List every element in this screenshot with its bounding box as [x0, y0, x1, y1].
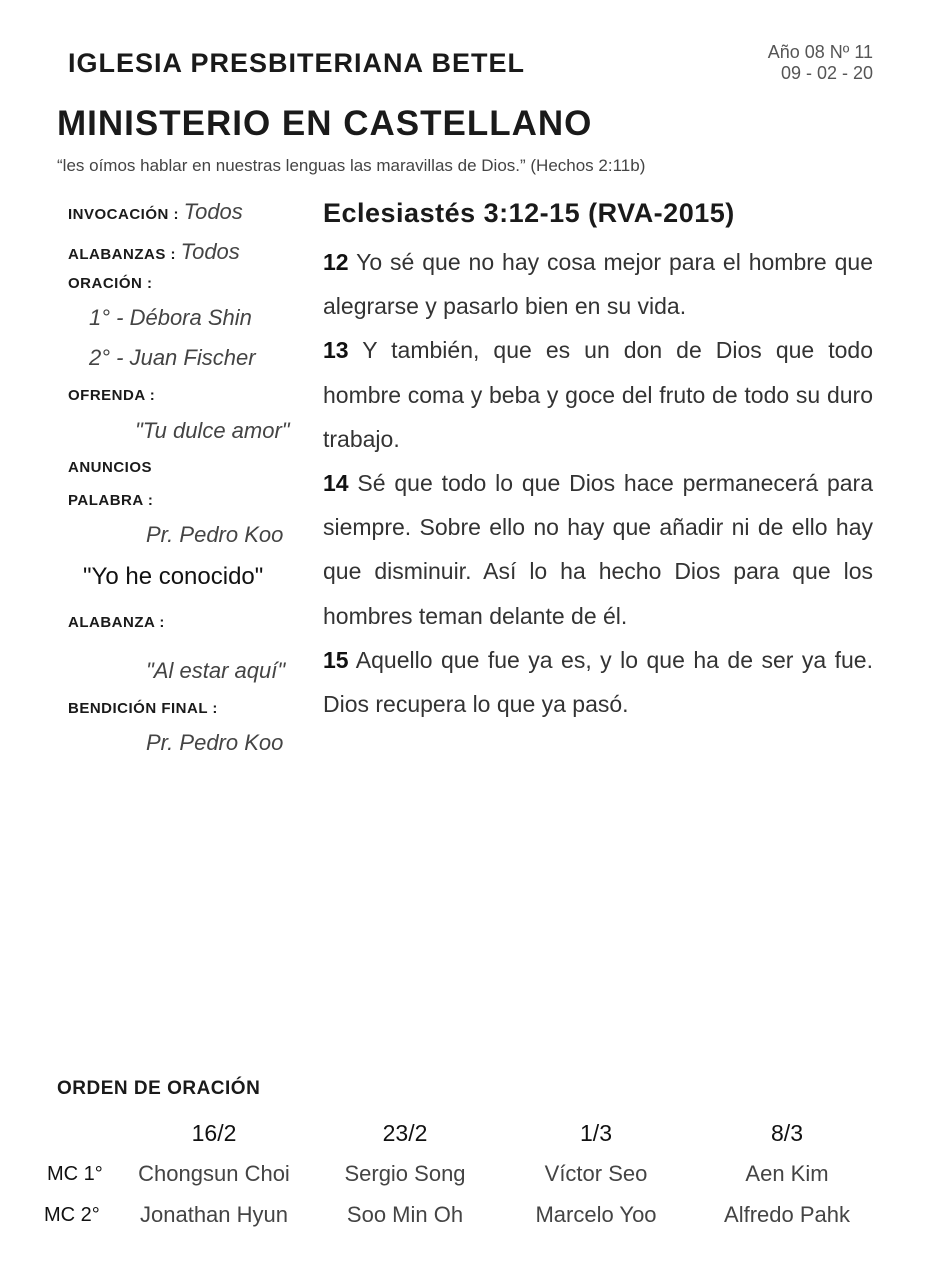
- alabanzas-label: ALABANZAS :: [68, 246, 176, 263]
- verse-number: 13: [323, 337, 349, 364]
- bendicion-value: Pr. Pedro Koo: [146, 730, 284, 755]
- sermon-title: "Yo he conocido": [83, 563, 264, 590]
- prayer-order-title: ORDEN DE ORACIÓN: [57, 1078, 261, 1099]
- oracion-first: 1° - Débora Shin: [89, 305, 252, 330]
- prayer-name: Chongsun Choi: [138, 1161, 290, 1186]
- verse-number: 15: [323, 646, 349, 673]
- passage-text: [323, 240, 873, 726]
- alabanzas-value: Todos: [180, 239, 240, 264]
- prayer-name: Víctor Seo: [544, 1161, 648, 1186]
- mc1-label: MC 1°: [47, 1163, 103, 1185]
- alabanza-label: ALABANZA :: [68, 614, 165, 631]
- palabra-label: PALABRA :: [68, 492, 154, 509]
- issue-info: [768, 42, 873, 84]
- verse-number: 12: [323, 249, 349, 275]
- verse-number: 14: [323, 470, 349, 497]
- ministry-title: MINISTERIO EN CASTELLANO: [57, 104, 593, 143]
- verse-text: Yo sé que no hay cosa mejor para el hombre que alegrarse y pasarlo bien en su vida.: [323, 249, 873, 320]
- motto-quote: “les oímos hablar en nuestras lenguas las maravillas de Dios.” (Hechos 2:11b): [57, 156, 646, 175]
- invocacion-value: Todos: [183, 199, 243, 224]
- prayer-date: 1/3: [580, 1120, 612, 1146]
- issue-date: 09 - 02 - 20: [780, 63, 873, 83]
- oracion-second: 2° - Juan Fischer: [89, 345, 256, 370]
- prayer-name: Alfredo Pahk: [724, 1202, 850, 1227]
- verse-text: Aquello que fue ya es, y lo que ha de ser ya fue. Dios recupera lo que ya pasó.: [323, 646, 873, 718]
- ofrenda-label: OFRENDA :: [68, 387, 156, 404]
- passage-title: Eclesiastés 3:12-15 (RVA-2015): [323, 198, 735, 228]
- verse: [323, 638, 873, 726]
- palabra-preacher: Pr. Pedro Koo: [146, 522, 284, 547]
- prayer-name: Aen Kim: [745, 1161, 829, 1186]
- mc2-label: MC 2°: [44, 1204, 100, 1226]
- verse: [323, 240, 873, 328]
- invocacion-label: INVOCACIÓN :: [68, 206, 179, 223]
- prayer-date: 8/3: [771, 1120, 803, 1146]
- oracion-label: ORACIÓN :: [68, 275, 153, 292]
- anuncios-label: ANUNCIOS: [68, 459, 153, 476]
- ofrenda-value: "Tu dulce amor": [135, 418, 290, 443]
- prayer-name: Soo Min Oh: [346, 1202, 464, 1227]
- verse: [323, 461, 873, 638]
- prayer-name: Jonathan Hyun: [140, 1202, 288, 1227]
- prayer-name: Marcelo Yoo: [535, 1202, 657, 1227]
- verse: [323, 328, 873, 461]
- bendicion-label: BENDICIÓN FINAL :: [68, 700, 218, 717]
- alabanzas-item: [68, 239, 240, 265]
- church-name: IGLESIA PRESBITERIANA BETEL: [68, 48, 526, 78]
- verse-text: Y también, que es un don de Dios que todo hombre coma y beba y goce del fruto de todo su duro trabajo.: [323, 337, 873, 452]
- alabanza-value: "Al estar aquí": [146, 658, 286, 683]
- invocacion-item: [68, 199, 243, 225]
- issue-number: Año 08 Nº 11: [767, 42, 873, 62]
- prayer-date: 23/2: [382, 1120, 428, 1146]
- prayer-date: 16/2: [191, 1120, 237, 1146]
- prayer-name: Sergio Song: [344, 1161, 466, 1186]
- verse-text: Sé que todo lo que Dios hace permanecerá para siempre. Sobre ello no hay que añadir ni de ello hay que disminuir. Así lo ha hecho Dios para que los hombres teman delante de él.: [323, 470, 873, 629]
